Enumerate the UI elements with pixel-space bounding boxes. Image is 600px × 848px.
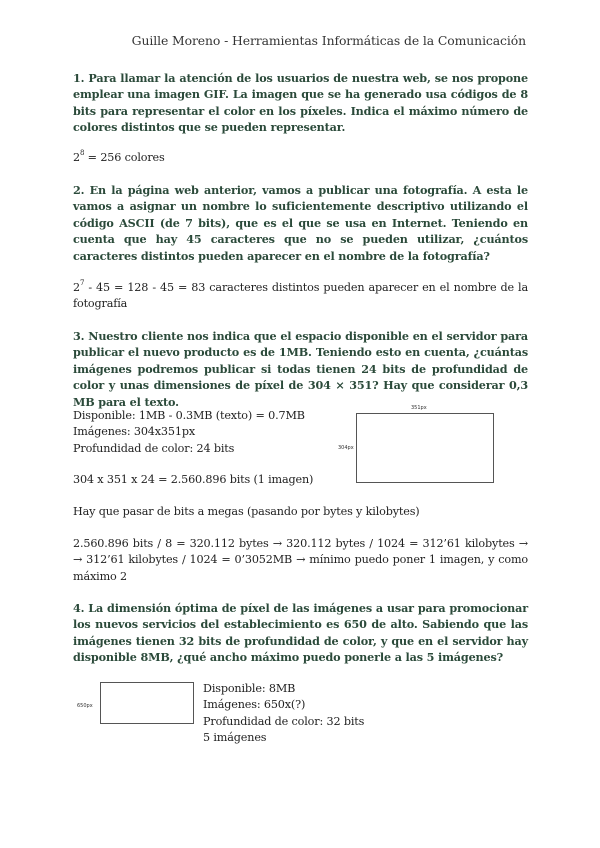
answer-2-base: 2 [73,281,80,294]
answer-1 [73,150,528,166]
answer-1-base: 2 [73,151,80,164]
answer-1-exponent: 8 [79,149,85,158]
answer-2-result: - 45 = 128 - 45 = 83 caracteres distintos pueden aparecer en el nombre de la fotografía [73,281,528,311]
answer-2-exponent: 7 [79,279,85,288]
answer-1-result: = 256 colores [84,151,165,164]
q3-given-data [73,408,373,457]
q3-conversion: 2.560.896 bits / 8 = 320.112 bytes → 320.112 bytes / 1024 = 312’61 kilobytes → → 312’61 kilobytes / 1024 = 0’3052MB → mínimo puedo poner 1 imagen, y como máximo 2 [73,537,528,583]
q4-images: Imágenes: 650x(?) [203,698,306,712]
q3-note: Hay que pasar de bits a megas (pasando por bytes y kilobytes) [73,505,420,518]
q4-diagram-height-label: 650px [77,703,93,709]
q4-image-count: 5 imágenes [203,731,267,745]
page-header: Guille Moreno - Herramientas Informáticas de la Comunicación [131,33,526,48]
q3-images: Imágenes: 304x351px [73,425,196,439]
question-4: 4. La dimensión óptima de píxel de las imágenes a usar para promocionar los nuevos servicios del establecimiento es 650 de alto. Sabiendo que las imágenes tienen 32 bits de profundidad de color, y que en el servidor hay disponible 8MB, ¿qué ancho máximo puedo ponerle a las 5 imágenes? [73,601,528,665]
q3-color-depth: Profundidad de color: 24 bits [73,441,235,455]
q4-image-diagram [100,682,194,724]
q4-available: Disponible: 8MB [203,682,296,695]
question-2: 2. En la página web anterior, vamos a publicar una fotografía. A esta le vamos a asignar un nombre lo suficientemente descriptivo utilizando el código ASCII (de 7 bits), que es el que se usa en Internet. Teniendo en cuenta que hay 45 caracteres que no se pueden utilizar, ¿cuántos caracteres distintos pueden aparecer en el nombre de la fotografía? [73,183,528,263]
q3-available: Disponible: 1MB - 0.3MB (texto) = 0.7MB [73,409,305,422]
question-1: 1. Para llamar la atención de los usuarios de nuestra web, se nos propone emplear una imagen GIF. La imagen que se ha generado usa códigos de 8 bits para representar el color en los píxeles. Indica el máximo número de colores distintos que se pueden representar. [73,71,528,135]
answer-2 [73,280,528,313]
q3-diagram-width-label: 351px [411,405,427,411]
q3-calculation: 304 x 351 x 24 = 2.560.896 bits (1 imagen) [73,473,314,486]
q4-color-depth: Profundidad de color: 32 bits [203,714,365,728]
q4-given-data [203,681,453,747]
question-3: 3. Nuestro cliente nos indica que el espacio disponible en el servidor para publicar el nuevo producto es de 1MB. Teniendo esto en cuenta, ¿cuántas imágenes podremos publicar si todas tienen 24 bits de profundidad de color y unas dimensiones de píxel de 304 × 351? Hay que considerar 0,3 MB para el texto. [73,329,528,409]
q3-diagram-height-label: 304px [338,445,354,451]
